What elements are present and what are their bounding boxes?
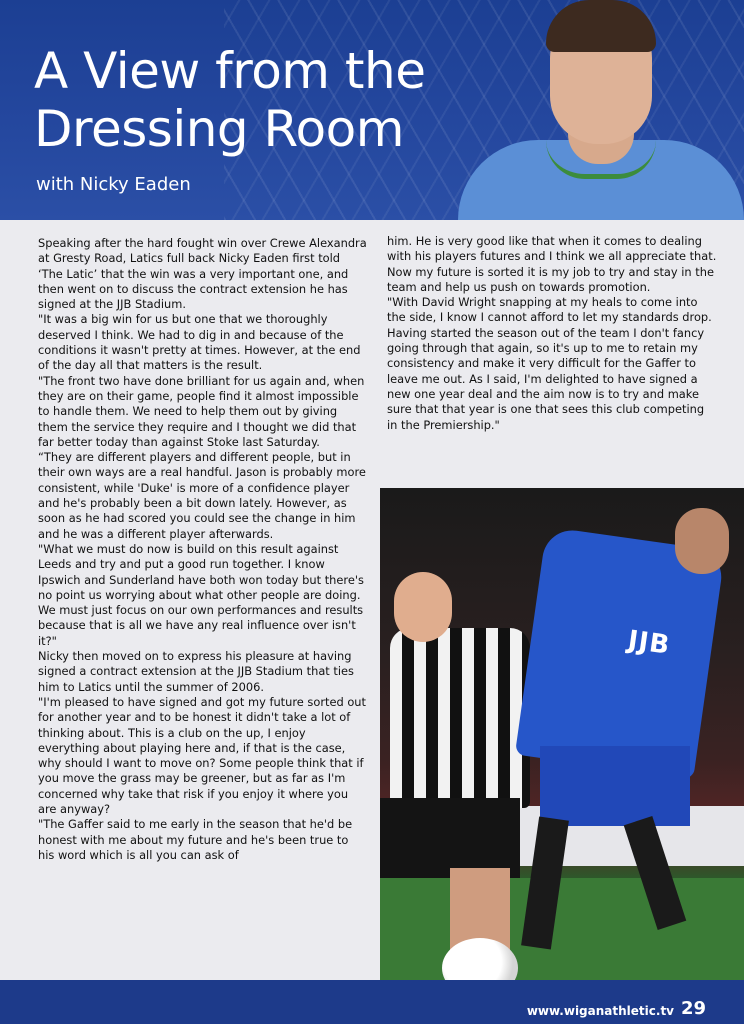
page-subtitle: with Nicky Eaden [36,174,191,195]
opponent-shorts [380,798,520,878]
page-title-text: A View from the Dressing Room [34,42,426,158]
paragraph: "It was a big win for us but one that we thoroughly deserved I think. We had to dig in and because of the conditions it wasn't pretty at times. However, at the end of the day all that matters is the result. [38,312,361,373]
paragraph: "The Gaffer said to me early in the season that he'd be honest with me about my future and he's been true to his word which is all you can ask of [38,817,353,862]
page-number: 29 [680,998,706,1019]
match-photo [380,488,744,980]
blue-shorts [540,746,690,826]
nicky-eaden-portrait [458,0,744,220]
website-url: www.wiganathletic.tv [526,1004,674,1018]
header-banner [0,0,744,220]
paragraph: Speaking after the hard fought win over Crewe Alexandra at Gresty Road, Latics full back Nicky Eaden first told ‘The Latic’ that the win was a very important one, and then went on to discuss the contract extension he has signed at the JJB Stadium. [38,236,367,312]
wigan-player-legs [530,818,690,958]
shirt-sponsor-text: JJB [626,625,673,661]
opponent-head [394,572,452,642]
page-title [34,42,504,158]
paragraph: "I'm pleased to have signed and got my future sorted out for another year and to be honest it didn't take a lot of thinking about. This is a club on the up, I enjoy everything about playing here and, if that is the case, why should I want to move on? Some people think that if you move the grass may be greener, but as far as I'm concerned why take that risk if you enjoy it where you are anyway? [38,694,366,816]
paragraph: "What we must do now is build on this result against Leeds and try and put a good run together. I know Ipswich and Sunderland have both won today but there's no point us worrying about what other people are doing. We must just focus on our own performances and results because that is all we have any real influence over isn't it?" [38,541,364,648]
paragraph: him. He is very good like that when it comes to dealing with his players futures and I think we all appreciate that. Now my future is sorted it is my job to try and stay in the team and help us push on towards promotion. [387,234,717,294]
article-left-column [38,236,368,863]
paragraph: "With David Wright snapping at my heals to come into the side, I know I cannot afford to let my standards drop. Having started the season out of the team I don't fancy going through that again, so it's up to me to retain my consistency and make it very difficult for the Gaffer to leave me out. As I said, I'm delighted to have signed a new one year deal and the aim now is to try and make sure that that year is one that sees this club competing in the Premiership." [387,295,712,432]
paragraph: "The front two have done brilliant for us again and, when they are on their game, people find it almost impossible to handle them. We need to help them out by giving them the service they require and I thought we did that far better today than against Stoke last Saturday. [38,373,365,449]
paragraph: Nicky then moved on to express his pleasure at having signed a contract extension at the JJB Stadium that ties him to Latics until the summer of 2006. [38,649,354,694]
wigan-player-head [675,508,729,574]
article-right-column [387,234,717,433]
portrait-hair [546,0,656,52]
paragraph: “They are different players and different people, but in their own ways are a real handful. Jason is probably more consistent, while 'Duke' is more of a confidence player and he's probably been a bit down lately. However, as soon as he had scored you could see the change in him and he was a different player afterwards. [38,450,366,541]
striped-shirt [390,628,530,808]
